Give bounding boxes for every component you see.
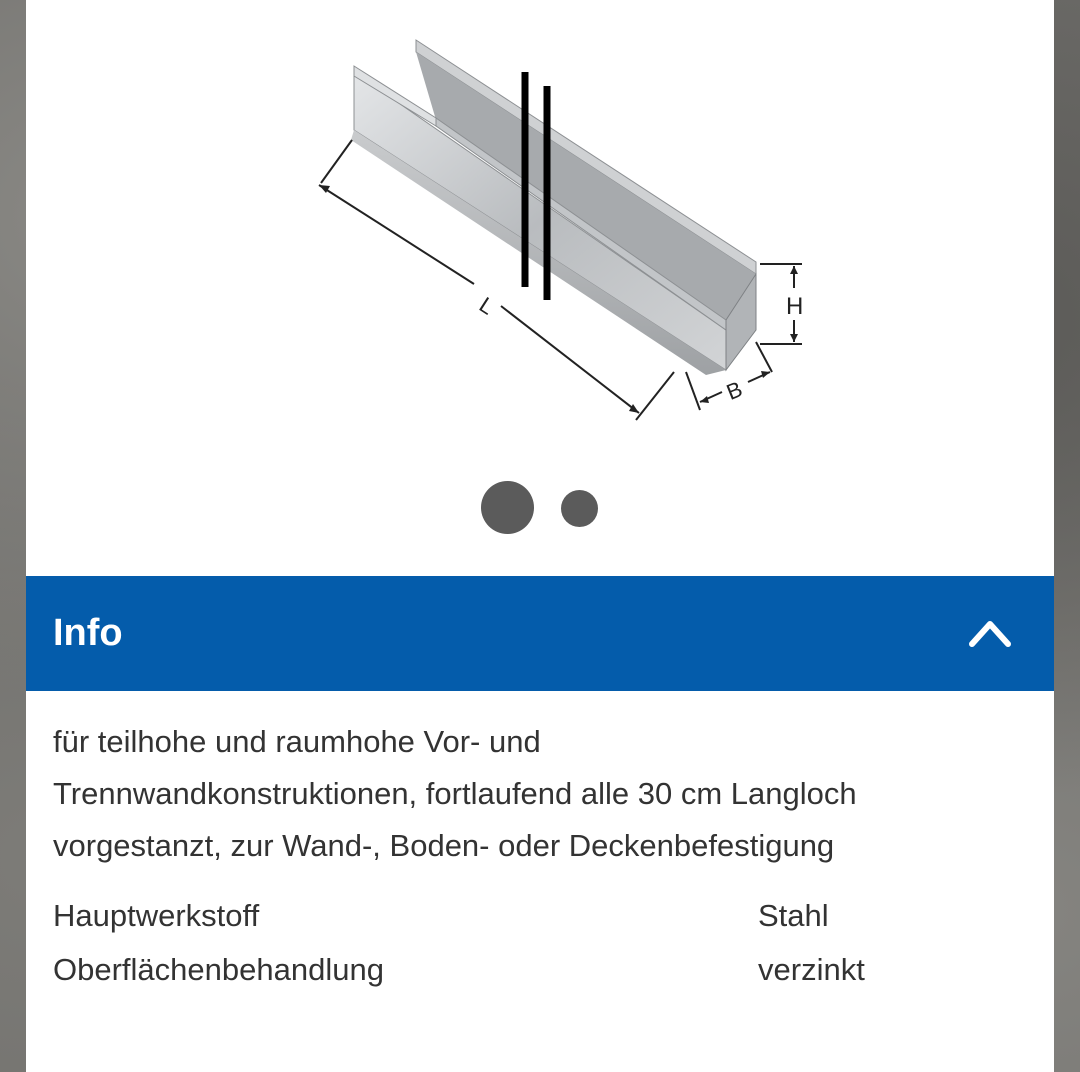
image-gallery[interactable] [26, 0, 1054, 576]
info-description [53, 716, 1013, 872]
description-line: Trennwandkonstruktionen, fortlaufend alle 30 cm Langloch [53, 776, 857, 811]
description-line: für teilhohe und raumhohe Vor- und [53, 724, 541, 759]
chevron-up-icon[interactable] [966, 612, 1014, 652]
spec-value: verzinkt [758, 952, 865, 987]
spec-label: Oberflächenbehandlung [53, 952, 384, 987]
product-card [26, 0, 1054, 1072]
spec-row-material [53, 898, 1013, 952]
pagination-dot-active[interactable] [481, 481, 534, 534]
spec-value: Stahl [758, 898, 829, 933]
gallery-pagination [481, 481, 611, 535]
info-accordion-header[interactable] [26, 576, 1054, 691]
product-image [286, 30, 806, 430]
svg-text:L: L [474, 291, 499, 320]
spec-row-surface [53, 952, 1013, 1006]
spec-label: Hauptwerkstoff [53, 898, 260, 933]
description-line: vorgestanzt, zur Wand-, Boden- oder Deckenbefestigung [53, 828, 835, 863]
svg-text:B: B [722, 376, 746, 405]
info-title: Info [53, 612, 123, 654]
svg-text:H: H [786, 293, 804, 320]
pagination-dot[interactable] [561, 490, 598, 527]
